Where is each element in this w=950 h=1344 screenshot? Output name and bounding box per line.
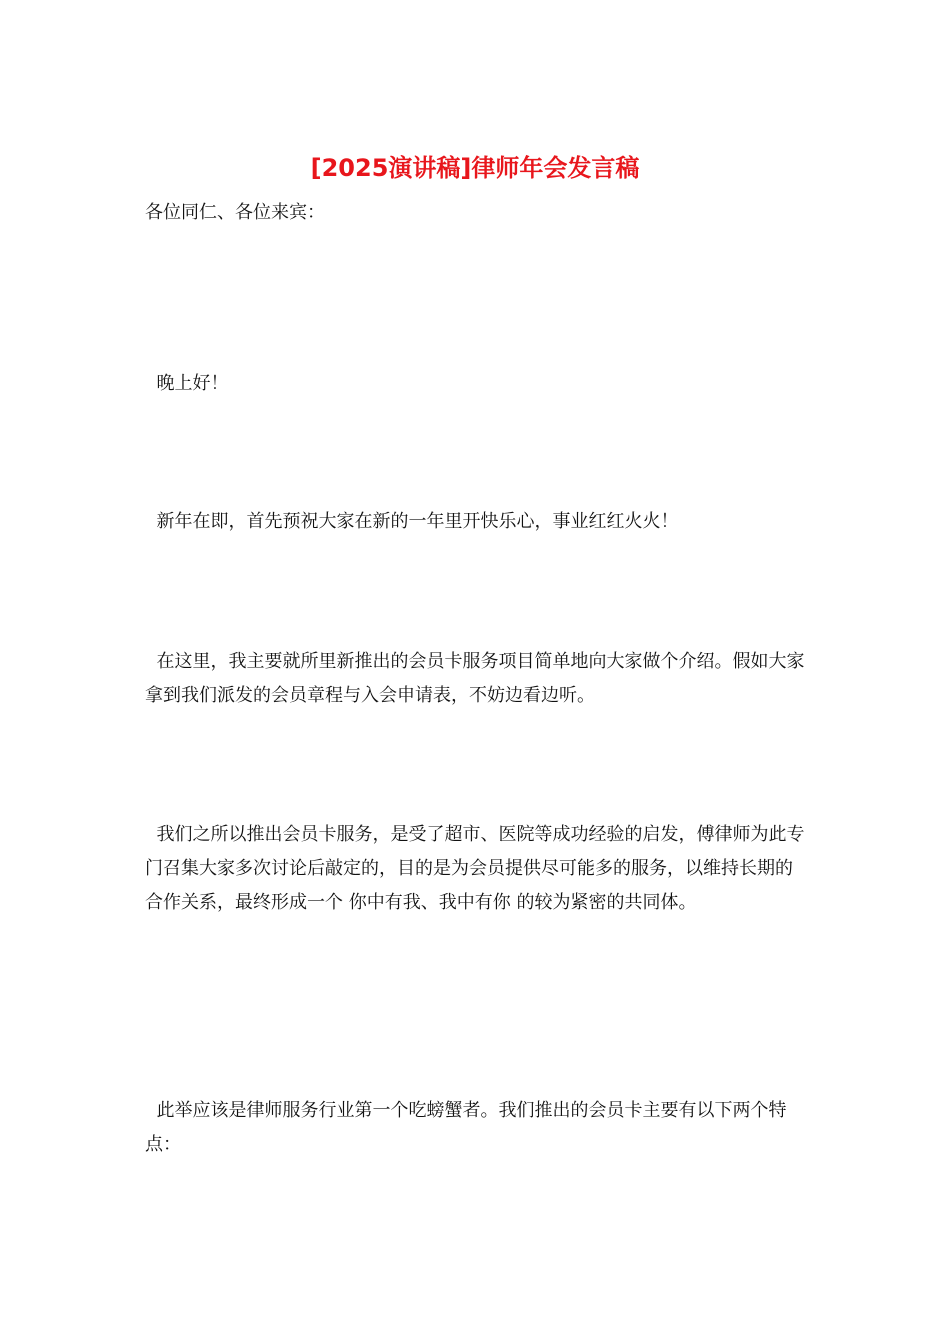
paragraph-1: 晚上好！	[145, 373, 229, 394]
paragraph-5: 此举应该是律师服务行业第一个吃螃蟹者。我们推出的会员卡主要有以下两个特点：	[145, 1100, 787, 1155]
paragraph-3: 在这里，我主要就所里新推出的会员卡服务项目简单地向大家做个介绍。假如大家拿到我们派发的会员章程与入会申请表，不妨边看边听。	[145, 651, 805, 706]
greeting-line: 各位同仁、各位来宾：	[145, 202, 325, 223]
paragraph-4: 我们之所以推出会员卡服务，是受了超市、医院等成功经验的启发，傅律师为此专门召集大家多次讨论后敲定的，目的是为会员提供尽可能多的服务，以维持长期的合作关系，最终形成一个 你中有我、我中有你 的较为紧密的共同体。	[145, 824, 805, 913]
document-title: [2025演讲稿]律师年会发言稿	[310, 154, 640, 182]
paragraph-2: 新年在即，首先预祝大家在新的一年里开快乐心，事业红红火火！	[145, 511, 679, 532]
